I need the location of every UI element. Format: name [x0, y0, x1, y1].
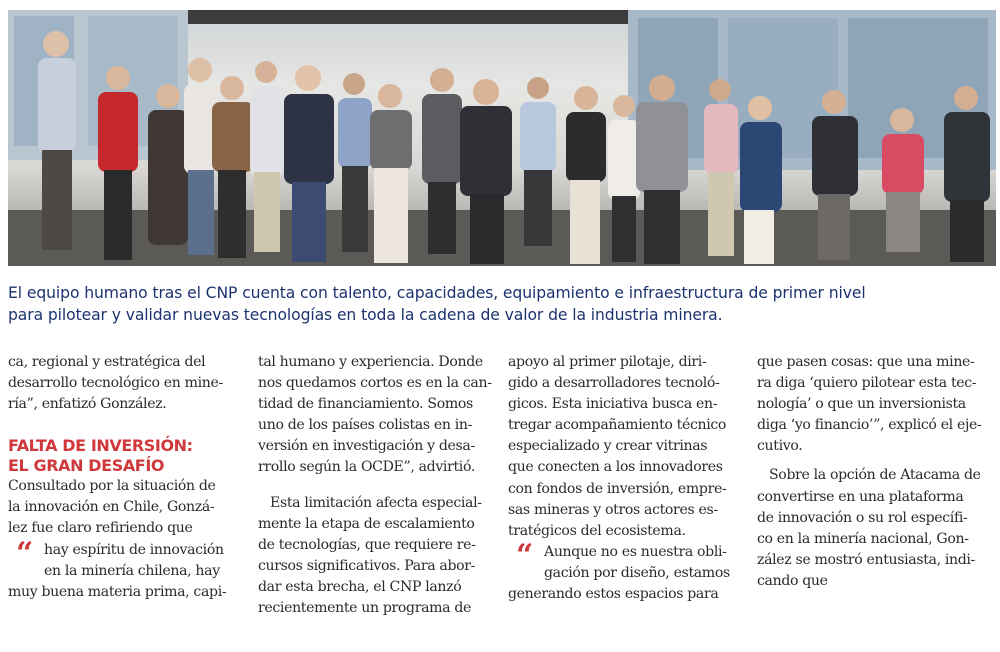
article-column-1 [8, 352, 244, 603]
text-line: convertirse en una plataforma [757, 488, 964, 505]
text-line: co en la minería nacional, Gon- [757, 530, 969, 547]
text-line: gación por diseño, estamos [544, 564, 730, 581]
text-line: dar esta brecha, el CNP lanzó [258, 578, 462, 595]
text-line: Esta limitación afecta especial- [270, 494, 482, 511]
article-column-4 [757, 352, 993, 592]
text-line: cursos significativos. Para abor- [258, 557, 476, 574]
text-line: ría”, enfatizó González. [8, 396, 167, 413]
text-line: uno de los países colistas en in- [258, 417, 472, 434]
text-line: especializado y crear vitrinas [508, 438, 708, 455]
text-line: lez fue claro refiriendo que [8, 520, 193, 537]
text-line: de tecnologías, que requiere re- [258, 536, 476, 553]
text-line: ra diga ‘quiero pilotear esta tec- [757, 375, 977, 392]
text-line: tal humano y experiencia. Donde [258, 354, 483, 370]
text-line: que pasen cosas: que una mine- [757, 354, 975, 370]
section-heading-line-2: EL GRAN DESAFÍO [8, 456, 165, 476]
article-column-2 [258, 352, 494, 619]
text-line: recientemente un programa de [258, 600, 472, 617]
text-line: ca, regional y estratégica del [8, 354, 206, 370]
text-line: cando que [757, 572, 828, 589]
text-line: tratégicos del ecosistema. [508, 522, 686, 539]
text-line: Sobre la opción de Atacama de [769, 467, 981, 484]
quote-text: Aunque no es nuestra obli- [544, 543, 727, 560]
text-line: diga ‘yo financio’”, explicó el eje- [757, 417, 982, 434]
text-line: apoyo al primer pilotaje, diri- [508, 354, 707, 370]
text-line: zález se mostró entusiasta, indi- [757, 551, 975, 568]
team-photo-illustration [8, 10, 996, 266]
text-line: que conecten a los innovadores [508, 459, 723, 476]
caption-line-2: para pilotear y validar nuevas tecnologías en toda la cadena de valor de la industria minera. [8, 306, 723, 324]
text-line: con fondos de inversión, empre- [508, 480, 727, 497]
team-photo [8, 10, 996, 266]
text-line: en la minería chilena, hay [44, 562, 220, 579]
text-line: gicos. Esta iniciativa busca en- [508, 396, 718, 413]
text-line: muy buena materia prima, capi- [8, 583, 227, 600]
text-line: nología’ o que un inversionista [757, 396, 966, 413]
caption-line-1: El equipo humano tras el CNP cuenta con talento, capacidades, equipamiento e infraestructura de primer nivel [8, 284, 866, 302]
photo-caption [8, 282, 993, 326]
text-line: desarrollo tecnológico en mine- [8, 375, 223, 392]
text-line: sas mineras y otros actores es- [508, 501, 718, 518]
section-heading [8, 436, 244, 476]
text-line: la innovación en Chile, Gonzá- [8, 499, 215, 516]
text-line: rrollo según la OCDE”, advirtió. [258, 459, 475, 476]
quote-text: hay espíritu de innovación [44, 541, 224, 558]
text-line: mente la etapa de escalamiento [258, 515, 475, 532]
article-column-3 [508, 352, 744, 605]
section-heading-line-1: FALTA DE INVERSIÓN: [8, 436, 193, 456]
quote-mark-icon: “ [516, 537, 533, 573]
text-line: tregar acompañamiento técnico [508, 417, 727, 434]
text-line: versión en investigación y desa- [258, 438, 475, 455]
text-line: generando estos espacios para [508, 586, 719, 603]
text-line: de innovación o su rol específi- [757, 509, 968, 526]
text-line: tidad de financiamiento. Somos [258, 396, 473, 413]
quote-mark-icon: “ [16, 535, 33, 571]
text-line: cutivo. [757, 438, 803, 455]
text-line: Consultado por la situación de [8, 478, 216, 495]
text-line: gido a desarrolladores tecnoló- [508, 375, 720, 392]
text-line: nos quedamos cortos es en la can- [258, 375, 492, 392]
